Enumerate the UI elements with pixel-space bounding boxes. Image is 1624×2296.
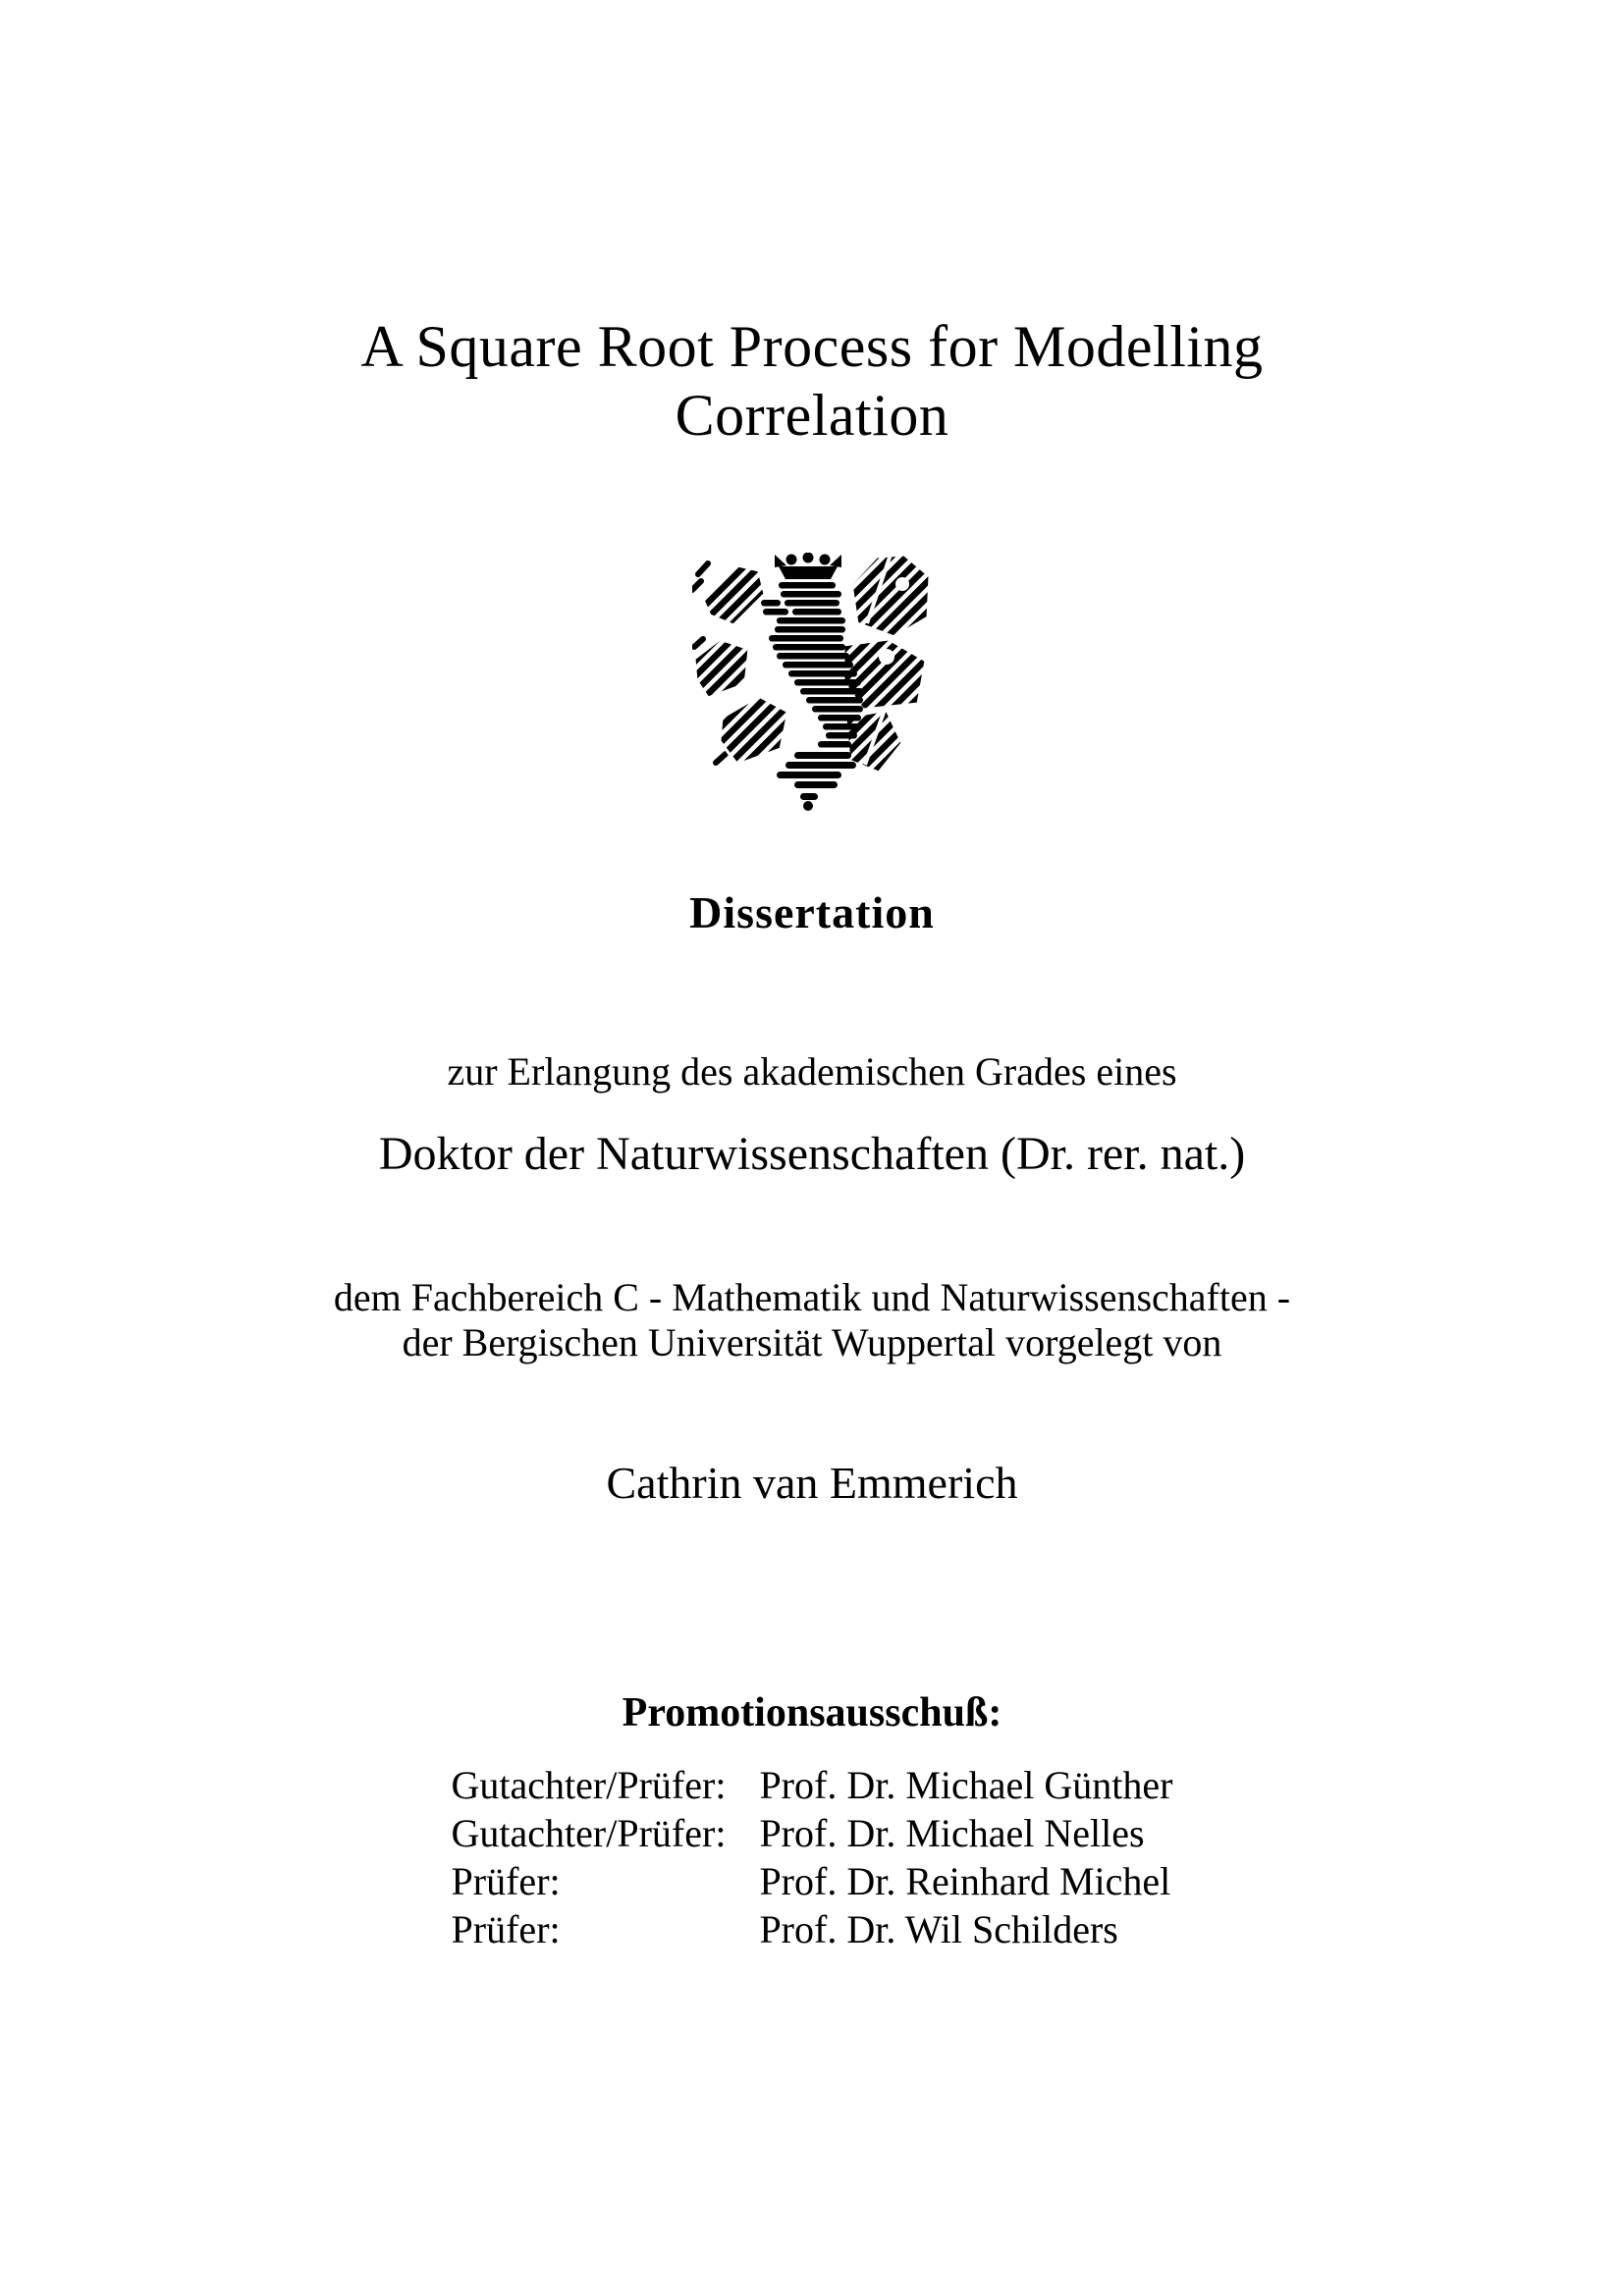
committee-grid: [452, 1761, 1173, 1953]
committee-role: Prüfer:: [451, 1859, 561, 1903]
faculty-text-line2: der Bergischen Universität Wuppertal vorgelegt von: [402, 1320, 1222, 1364]
committee-role: Gutachter/Prüfer:: [451, 1763, 727, 1807]
document-title-line2: Correlation: [675, 383, 949, 448]
committee-member: Prof. Dr. Wil Schilders: [759, 1907, 1118, 1951]
document-title: [0, 312, 1624, 450]
lion-left-limbs: [692, 563, 788, 765]
lion-right-limbs: [843, 555, 930, 773]
author-name: Cathrin van Emmerich: [606, 1458, 1018, 1508]
lion-base-bars: [777, 752, 856, 811]
degree-intro-text: zur Erlangung des akademischen Grades eines: [447, 1049, 1177, 1094]
committee-member: Prof. Dr. Reinhard Michel: [759, 1859, 1171, 1903]
university-logo: [692, 553, 932, 816]
lion-crown: [775, 553, 841, 579]
committee-heading: Promotionsausschuß:: [622, 1690, 1002, 1735]
committee-role: Prüfer:: [451, 1907, 561, 1951]
faculty-text-line1: dem Fachbereich C - Mathematik und Naturwissenschaften -: [333, 1275, 1291, 1319]
committee-member: Prof. Dr. Michael Günther: [759, 1763, 1173, 1807]
document-title-line1: A Square Root Process for Modelling: [360, 314, 1264, 379]
faculty-text: [0, 1275, 1624, 1365]
dissertation-heading: Dissertation: [689, 887, 935, 937]
committee-table: [0, 1761, 1624, 1953]
degree-name-text: Doktor der Naturwissenschaften (Dr. rer. nat.): [378, 1128, 1246, 1180]
wuppertal-lion-icon: [692, 553, 932, 816]
committee-role: Gutachter/Prüfer:: [451, 1811, 727, 1855]
committee-member: Prof. Dr. Michael Nelles: [759, 1811, 1145, 1855]
